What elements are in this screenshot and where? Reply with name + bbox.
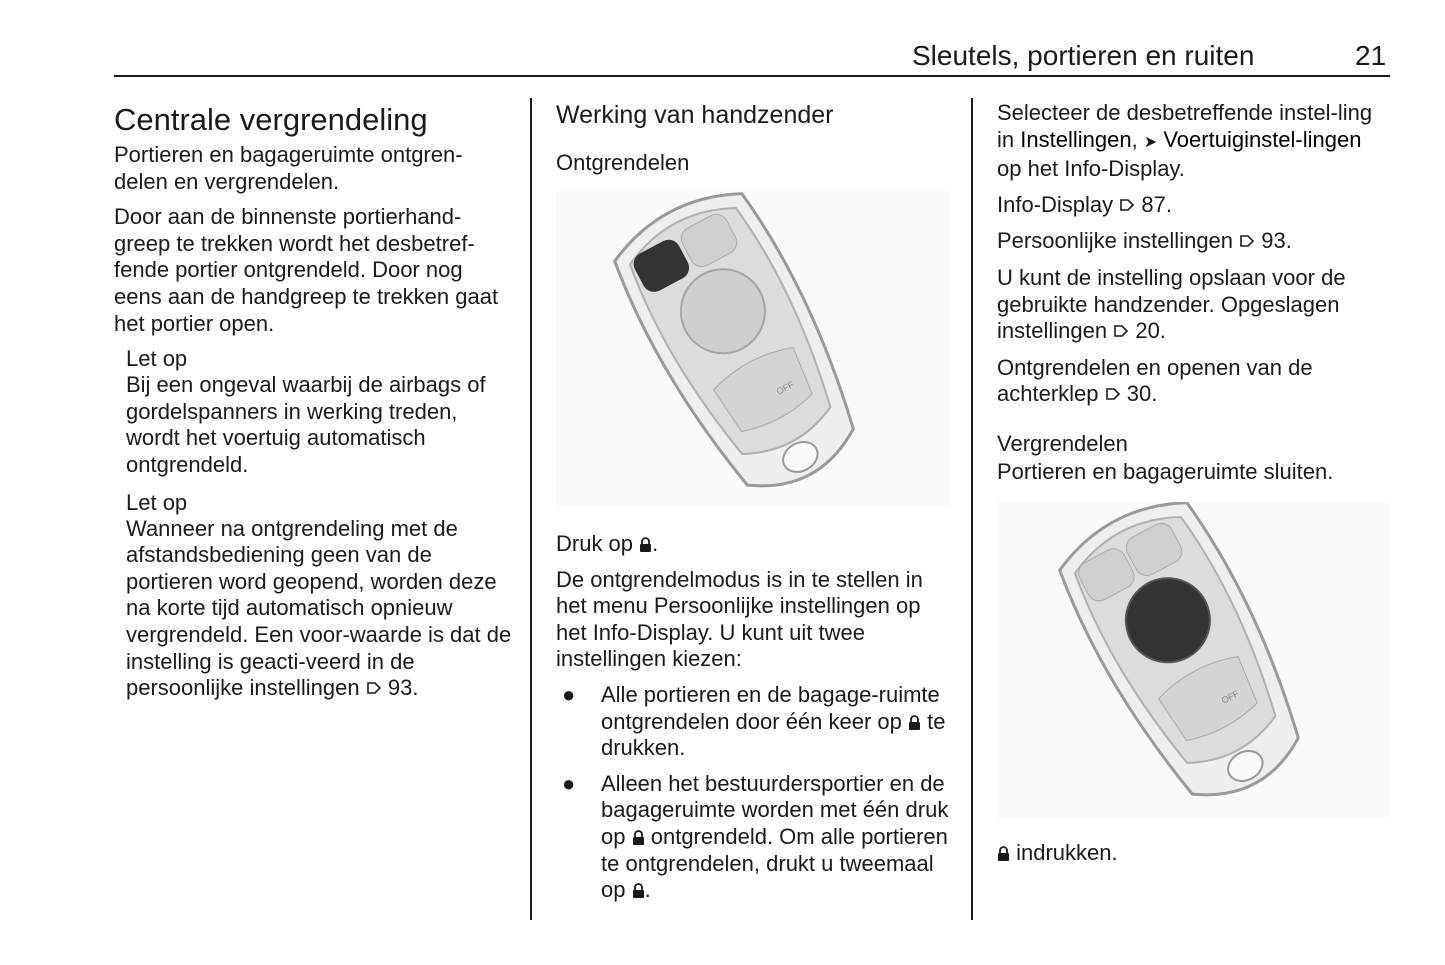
page-reference: 93. xyxy=(1261,228,1292,254)
settings-paragraph xyxy=(997,100,1390,183)
note-label: Let op xyxy=(126,489,188,515)
instruction-paragraph xyxy=(997,840,1390,867)
body-paragraph xyxy=(997,355,1390,409)
bullet-icon: ● xyxy=(562,681,576,707)
punctuation: , xyxy=(1131,126,1138,152)
punctuation: . xyxy=(644,877,651,903)
off-label: OFF xyxy=(1219,687,1241,706)
reference-line xyxy=(997,192,1390,220)
reference-text: Info-Display xyxy=(997,191,1114,217)
page-reference-arrow-icon xyxy=(1105,382,1121,409)
key-fob-illustration xyxy=(556,191,950,507)
intro-paragraph: Portieren en bagageruimte ontgren-delen en vergrendelen. xyxy=(114,142,463,194)
lock-icon xyxy=(632,883,645,898)
body-paragraph: Portieren en bagageruimte sluiten. xyxy=(997,458,1334,484)
note-block-1 xyxy=(114,346,514,478)
page-reference: 93. xyxy=(387,675,419,701)
page-reference-arrow-icon xyxy=(1113,319,1129,346)
section-title: Centrale vergrendeling xyxy=(114,102,428,137)
reference-line xyxy=(997,228,1390,256)
bullet-icon: ● xyxy=(562,770,576,796)
list-item-text: ontgrendeld. Om alle portieren te ontgrendelen, drukt u tweemaal op xyxy=(601,823,948,903)
page-reference-arrow-icon xyxy=(366,676,382,703)
list-item-text: Alle portieren en de bagage-ruimte ontgrendelen door één keer op xyxy=(601,681,940,734)
column-1 xyxy=(114,100,514,714)
note-text: Bij een ongeval waarbij de airbags of gordelspanners in werking treden, wordt het voertuig automatisch ontgrendeld. xyxy=(126,372,486,477)
column-divider-2 xyxy=(971,98,973,920)
menu-path-settings: Instellingen xyxy=(1020,126,1132,152)
body-text: Selecteer de desbetreffende instel-ling in xyxy=(997,100,1373,152)
key-fob-figure xyxy=(556,191,950,507)
page-reference: 30. xyxy=(1126,381,1158,407)
punctuation: . xyxy=(652,531,659,556)
instruction-paragraph xyxy=(556,531,951,558)
column-2 xyxy=(556,100,951,913)
menu-arrow-icon: ➤ xyxy=(1143,133,1158,151)
note-label: Let op xyxy=(126,346,188,372)
page-reference: 20. xyxy=(1135,318,1166,344)
body-text: op het Info-Display. xyxy=(997,156,1185,182)
note-block-2 xyxy=(114,490,514,703)
section-title: Werking van handzender xyxy=(556,101,834,129)
lock-icon xyxy=(997,846,1010,861)
page-reference: 87. xyxy=(1141,191,1172,217)
lock-icon xyxy=(632,830,645,845)
page-header-title: Sleutels, portieren en ruiten xyxy=(912,40,1255,71)
body-text: Ontgrendelen en openen van de achterklep xyxy=(997,354,1313,407)
note-text: Wanneer na ontgrendeling met de afstandsbediening geen van de portieren word geopend, worden deze na korte tijd automatisch opnieuw vergrendeld. Een voor-waarde is dat de instelling is geacti-veerd in de persoonlijke instellingen xyxy=(126,515,512,701)
column-divider-1 xyxy=(530,98,532,920)
page-reference-arrow-icon xyxy=(1119,193,1135,220)
instruction-text: indrukken. xyxy=(1016,839,1118,865)
subsection-title: Ontgrendelen xyxy=(556,150,690,175)
list-item-text: Alleen het bestuurdersportier en de bagageruimte worden met één druk op xyxy=(601,770,949,849)
list-item xyxy=(556,771,951,904)
lock-icon xyxy=(639,537,652,552)
menu-path-vehicle-settings: Voertuiginstel-lingen xyxy=(1163,126,1362,152)
body-paragraph xyxy=(997,265,1390,346)
key-fob-figure xyxy=(997,502,1390,818)
key-fob-illustration xyxy=(997,502,1390,818)
header-divider xyxy=(114,75,1390,77)
page-number: 21 xyxy=(1355,40,1387,71)
instruction-text: Druk op xyxy=(556,531,634,556)
page-reference-arrow-icon xyxy=(1239,229,1255,256)
body-paragraph: Door aan de binnenste portierhand-greep te trekken wordt het desbetref-fende portier ontgrendeld. Door nog eens aan de handgreep te trekken gaat het portier open. xyxy=(114,204,499,336)
off-label: OFF xyxy=(774,379,796,397)
list-item-text: te drukken. xyxy=(601,708,946,761)
subsection-title: Vergrendelen xyxy=(997,430,1128,456)
lock-icon xyxy=(908,715,921,730)
options-list xyxy=(556,682,951,904)
column-3 xyxy=(997,100,1390,875)
body-text: U kunt de instelling opslaan voor de gebruikte handzender. Opgeslagen instellingen xyxy=(997,264,1346,344)
reference-text: Persoonlijke instellingen xyxy=(997,228,1234,254)
body-paragraph: De ontgrendelmodus is in te stellen in het menu Persoonlijke instellingen op het Info-Display. U kunt uit twee instellingen kiezen: xyxy=(556,566,923,672)
list-item xyxy=(556,682,951,762)
